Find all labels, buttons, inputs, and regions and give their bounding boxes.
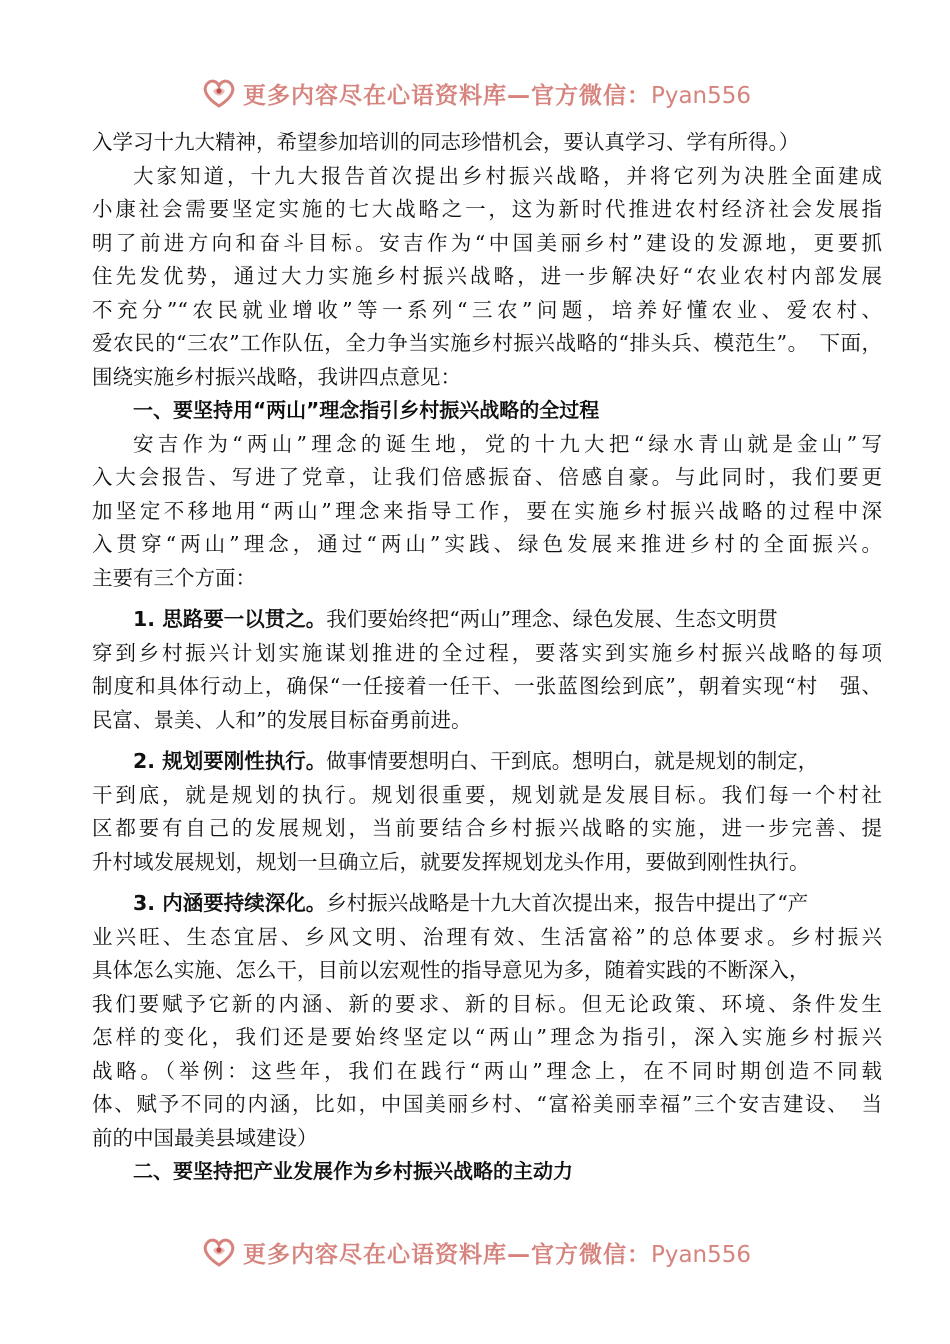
list-item-heading: 1. 思路要一以贯之。 (133, 607, 327, 631)
paragraph-line: 围绕实施乡村振兴战略，我讲四点意见： (92, 364, 461, 389)
paragraph-liangshan (92, 428, 882, 596)
heart-logo-icon (199, 73, 239, 113)
paragraph-line: 民富、景美、人和”的发展目标奋勇前进。 (92, 707, 472, 732)
paragraph-line: 小康社会需要坚定实施的七大战略之一，这为新时代推进农村经济社会发展指 (92, 197, 882, 221)
watermark-wechat-id: Pyan556 (650, 1241, 752, 1268)
paragraph-line: 我们要赋予它新的内涵、新的要求、新的目标。但无论政策、环境、条件发生 (92, 991, 882, 1016)
paragraph-line: 乡村振兴战略是十九大首次提出来，报告中提出了“产 (326, 891, 809, 915)
paragraph-line: 入学习十九大精神，希望参加培训的同志珍惜机会，要认真学习、学有所得。） (92, 130, 800, 154)
paragraph-line: 区都要有自己的发展规划，当前要结合乡村振兴战略的实施，进一步完善、提 (92, 816, 882, 840)
paragraph-line: 业兴旺、生态宜居、乡风文明、治理有效、生活富裕”的总体要求。乡村振兴 (92, 924, 882, 949)
paragraph-line: 明了前进方向和奋斗目标。安吉作为“中国美丽乡村”建设的发源地，更要抓 (92, 230, 882, 255)
paragraph-line: 入大会报告、写进了党章，让我们倍感振奋、倍感自豪。与此同时，我们要更 (92, 465, 882, 489)
list-item-2 (92, 745, 882, 879)
watermark-text (243, 77, 751, 110)
watermark-cn: 更多内容尽在心语资料库—官方微信： (242, 82, 651, 109)
footer-watermark (0, 1227, 950, 1277)
paragraph-line: 爱农民的“三农”工作队伍，全力争当实施乡村振兴战略的“排头兵、模范生”。 下面， (92, 331, 882, 355)
paragraph-line: 不充分”“农民就业增收”等一系列“三农”问题，培养好懂农业、爱农村、 (92, 297, 882, 322)
paragraph-intro (92, 160, 882, 395)
list-item-1 (92, 603, 882, 737)
watermark-wechat-id: Pyan556 (650, 82, 752, 109)
paragraph-line: 干到底，就是规划的执行。规划很重要，规划就是发展目标。我们每一个村社 (92, 782, 882, 807)
paragraph-line: 住先发优势，通过大力实施乡村振兴战略，进一步解决好“农业农村内部发展 (92, 264, 882, 288)
section-heading-1: 一、要坚持用“两山”理念指引乡村振兴战略的全过程 (133, 398, 600, 422)
heart-logo-icon (199, 1232, 239, 1272)
paragraph-line: 安吉作为“两山”理念的诞生地，党的十九大把“绿水青山就是金山”写 (133, 431, 882, 456)
paragraph-line: 我们要始终把“两山”理念、绿色发展、生态文明贯 (326, 607, 778, 631)
paragraph-line: 怎样的变化，我们还是要始终坚定以“两山”理念为指引，深入实施乡村振兴 (92, 1025, 882, 1049)
watermark-text (243, 1236, 751, 1269)
paragraph-line: 体、赋予不同的内涵，比如，中国美丽乡村、“富裕美丽幸福”三个安吉建设、 当 (92, 1092, 882, 1116)
paragraph-line: 加坚定不移地用“两山”理念来指导工作，要在实施乡村振兴战略的过程中深 (92, 498, 882, 523)
list-item-heading: 3. 内涵要持续深化。 (133, 891, 327, 915)
document-body (92, 126, 882, 1189)
paragraph-line: 穿到乡村振兴计划实施谋划推进的全过程，要落实到实施乡村振兴战略的每项 (92, 640, 882, 665)
watermark-cn: 更多内容尽在心语资料库—官方微信： (242, 1241, 651, 1268)
list-item-heading: 2. 规划要刚性执行。 (133, 749, 327, 773)
paragraph-line: 大家知道，十九大报告首次提出乡村振兴战略，并将它列为决胜全面建成 (133, 163, 882, 188)
header-watermark (0, 68, 950, 118)
paragraph-line: 具体怎么实施、怎么干，目前以宏观性的指导意见为多，随着实践的不断深入， (92, 958, 810, 982)
section-heading-2: 二、要坚持把产业发展作为乡村振兴战略的主动力 (133, 1159, 573, 1183)
paragraph-line: 制度和具体行动上，确保“一任接着一任干、一张蓝图绘到底”，朝着实现“村 强、 (92, 674, 882, 698)
paragraph-line: 升村域发展规划，规划一旦确立后，就要发挥规划龙头作用，要做到刚性执行。 (92, 849, 810, 874)
paragraph-line: 主要有三个方面： (92, 565, 256, 590)
list-item-3 (92, 887, 882, 1155)
paragraph-line: 战略。（举例：这些年，我们在践行“两山”理念上，在不同时期创造不同载 (92, 1058, 882, 1083)
paragraph-line: 做事情要想明白、干到底。想明白，就是规划的制定， (326, 749, 819, 773)
paragraph-line: 入贯穿“两山”理念，通过“两山”实践、绿色发展来推进乡村的全面振兴。 (92, 532, 882, 556)
paragraph-line: 前的中国最美县域建设） (92, 1125, 318, 1150)
